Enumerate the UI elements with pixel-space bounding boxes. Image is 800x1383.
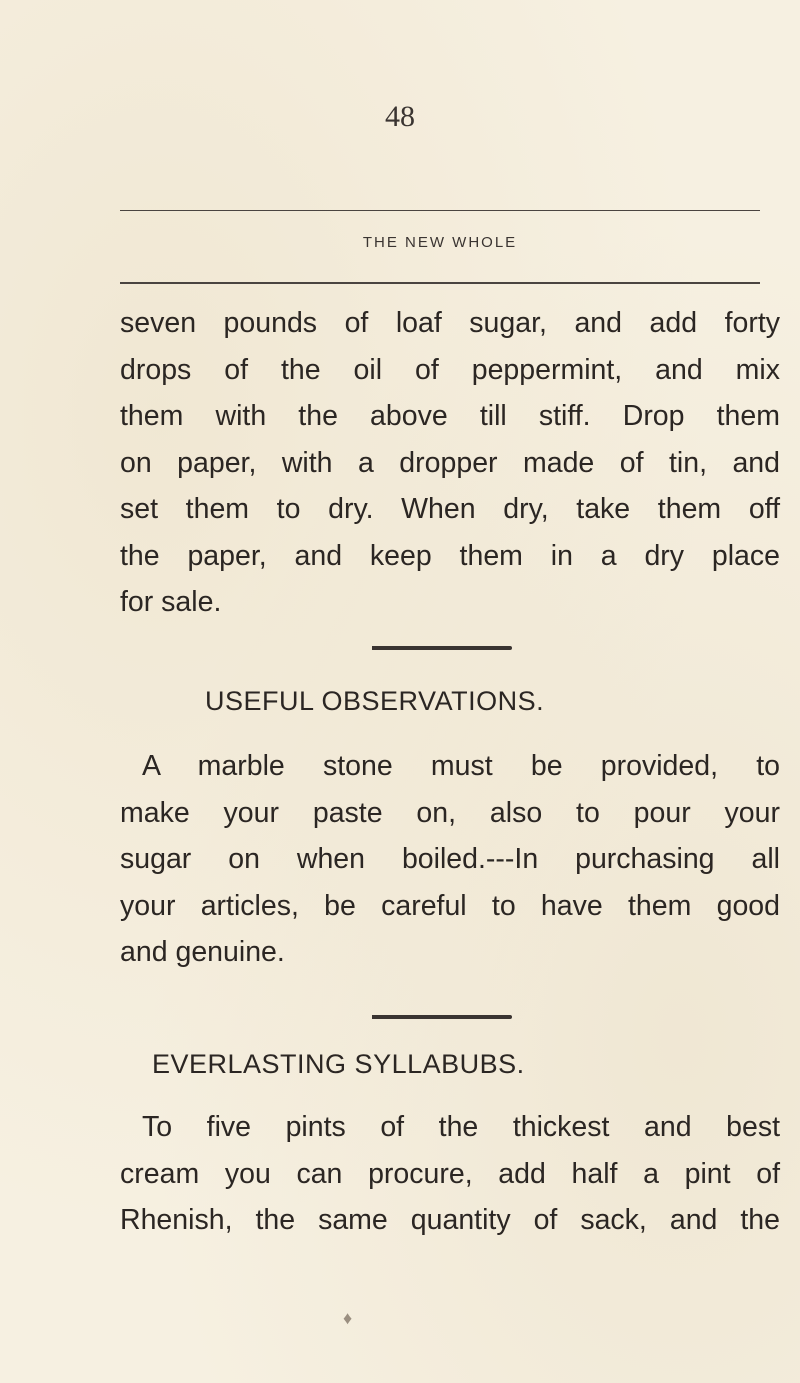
section-divider <box>372 1015 512 1019</box>
section-heading-text: USEFUL OBSERVATIONS. <box>205 686 545 716</box>
paragraph-everlasting-syllabubs <box>120 1104 780 1244</box>
text-line: and genuine. <box>120 936 285 968</box>
header-rule-bottom <box>120 282 760 284</box>
paragraph-useful-observations <box>120 743 780 976</box>
text-line: drops of the oil of peppermint, and mix <box>120 353 780 386</box>
text-line: set them to dry. When dry, take them off <box>120 493 780 525</box>
text-line: your articles, be careful to have them good <box>120 889 780 922</box>
text-line: for sale. <box>120 586 222 618</box>
section-heading-text: EVERLASTING SYLLABUBS. <box>152 1049 525 1079</box>
page-number: 48 <box>385 100 415 133</box>
header-rule-top <box>120 210 760 211</box>
text-line: Rhenish, the same quantity of sack, and the <box>120 1204 780 1236</box>
text-line: them with the above till stiff. Drop them <box>120 400 780 432</box>
printer-mark: ♦ <box>343 1308 353 1328</box>
text-line: seven pounds of loaf sugar, and add forty <box>120 307 780 339</box>
text-line: the paper, and keep them in a dry place <box>120 539 780 572</box>
paragraph-peppermint-drops <box>120 300 780 626</box>
text-line: make your paste on, also to pour your <box>120 796 780 829</box>
section-divider <box>372 646 512 650</box>
text-line: sugar on when boiled.---In purchasing all <box>120 843 780 875</box>
text-line: A marble stone must be provided, to <box>142 750 780 782</box>
running-head: THE NEW WHOLE <box>362 234 518 251</box>
text-line: cream you can procure, add half a pint of <box>120 1157 780 1190</box>
text-line: To five pints of the thickest and best <box>142 1111 780 1143</box>
text-line: on paper, with a dropper made of tin, and <box>120 446 780 479</box>
